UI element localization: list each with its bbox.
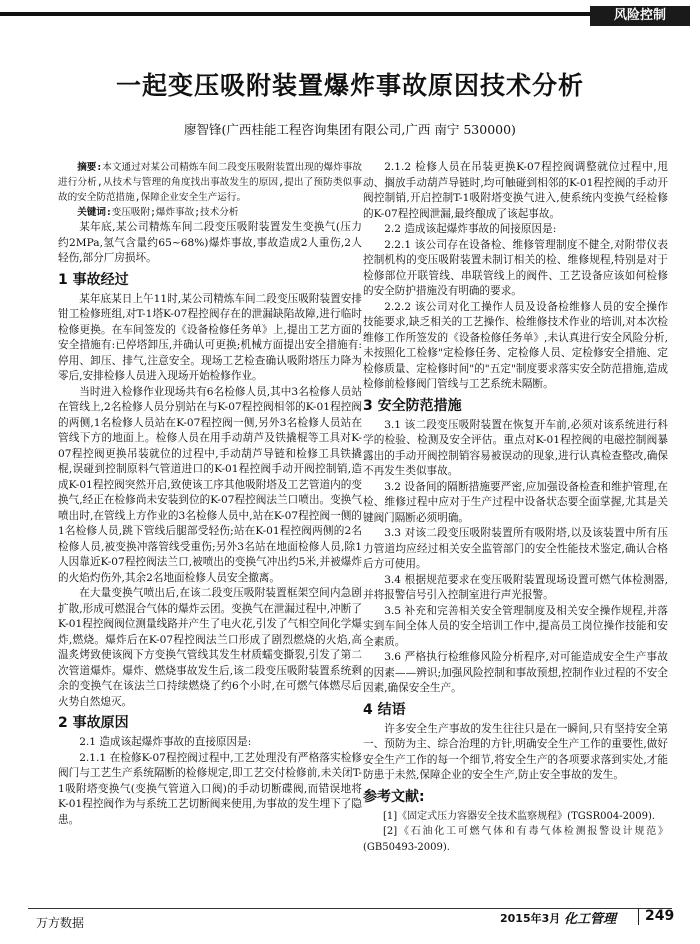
section-2-sub1: 2.1 造成该起爆炸事故的直接原因是: bbox=[79, 736, 252, 748]
abstract-label: 摘要: bbox=[77, 162, 103, 173]
section-1-para: 在大量变换气喷出后,在该二段变压吸附装置框架空间内急剧扩散,形成可燃混合气体的爆炸云团。变换气在泄漏过程中,冲断了K-01程控阀阀位测量线路并产生了电火花,引发了气相空间化学爆炸,燃烧。爆炸后在K-07程控阀法兰口形成了剧烈燃烧的火焰,高温炙烤致使该阀下方变换气管线其发生材质蠕变撕裂,引发了第二次管道爆炸。爆炸、燃烧事故发生后,该二段变压吸附装置系统剩余的变换气在该法兰口持续燃烧了约6个小时,在可燃气体燃尽后火势自然熄灭。 bbox=[58, 587, 362, 708]
section-2-para-212: 2.1.2 检修人员在吊装更换K-07程控阀调整就位过程中,甩动、搁放手动葫芦导链时,均可触碰到相邻的K-01程控阀的手动开阀控制销,开启控制T-1吸附塔变换气进入,使系统内变换气经检修的K-07程控阀泄漏,最终酿成了该起事故。 bbox=[363, 161, 668, 220]
reference-item: [2]《石油化工可燃气体和有毒气体检测报警设计规范》(GB50493-2009). bbox=[363, 826, 668, 853]
section-tag: 风险控制 bbox=[590, 6, 690, 26]
abstract bbox=[58, 160, 362, 205]
footer-journal: 化工管理 bbox=[564, 912, 617, 927]
section-2-para-221: 2.2.1 该公司存在设备检、维修管理制度不健全,对附带仪表控制机构的变压吸附装置未制订相关的检、维修规程,特别是对于检修部位开联管线、串联管线上的阀件、工艺设备应该如何检修的安全防护措施没有明确的要求。 bbox=[363, 238, 668, 297]
section-3-heading: 3 安全防范措施 bbox=[363, 397, 462, 414]
top-banner bbox=[0, 0, 700, 30]
references-heading: 参考文献: bbox=[363, 788, 425, 805]
page-number: 249 bbox=[645, 908, 675, 924]
section-1-para: 某年底某日上午11时,某公司精炼车间二段变压吸附装置安排钳工检修班组,对T-1塔K-07程控阀存在的泄漏缺陷故障,进行临时检修更换。在车间签发的《设备检修任务单》上,提出工艺方面的安全措施有:已停塔卸压,并确认可更换;机械方面提出安全措施有:停用、卸压、排气,注意安全。现场工艺检查确认吸附塔压力降为零后,安排检修人员进入现场开始检修作业。 bbox=[58, 292, 362, 382]
abstract-text: 本文通过对某公司精炼车间二段变压吸附装置出现的爆炸事故进行分析,从技术与管理的角度找出事故发生的原因,提出了预防类似事故的安全防范措施,保障企业安全生产运行。 bbox=[58, 162, 363, 203]
footer-date: 2015年3月 bbox=[500, 912, 561, 925]
left-column bbox=[58, 160, 362, 828]
section-4-para: 许多安全生产事故的发生往往只是在一瞬间,只有坚持安全第一、预防为主、综合治理的方针,明确安全生产工作的重要性,做好安全生产工作的每一个细节,将安全生产的各项要求落到实处,才能防患于未然,保障企业的安全生产,防止安全事故的发生。 bbox=[363, 722, 668, 781]
keywords bbox=[58, 205, 362, 220]
section-3-para: 3.1 该二段变压吸附装置在恢复开车前,必须对该系统进行科学的检验、检测及安全评估。重点对K-01程控阀的电磁控制阀暴露出的手动开阀控制销容易被误动的现象,进行认真检查整改,确保不再发生类似事故。 bbox=[363, 418, 668, 477]
section-3-para: 3.6 严格执行检维修风险分析程序,对可能造成安全生产事故的因素——辨识;加强风险控制和事故预想,控制作业过程的不安全因素,确保安全生产。 bbox=[363, 651, 668, 694]
section-3-para: 3.2 设备间的隔断措施要严密,应加强设备检查和维护管理,在检、维修过程中应对于生产过程中设备状态要全面掌握,尤其是关键阀门隔断必须明确。 bbox=[363, 480, 668, 524]
intro-paragraph: 某年底,某公司精炼车间二段变压吸附装置发生变换气(压力约2MPa,氢气含量约65~68%)爆炸事故,事故造成2人重伤,2人轻伤,部分厂房损坏。 bbox=[58, 221, 362, 264]
keywords-text: 变压吸附;爆炸事故;技术分析 bbox=[111, 207, 239, 218]
keywords-label: 关键词: bbox=[77, 207, 112, 218]
article-title: 一起变压吸附装置爆炸事故原因技术分析 bbox=[115, 71, 584, 100]
section-4-heading: 4 结语 bbox=[363, 701, 406, 718]
section-2-para-211: 2.1.1 在检修K-07程控阀过程中,工艺处理没有严格落实检修阀门与工艺生产系统隔断的检修规定,即工艺交付检修前,未关闭T-1吸附塔变换气(变换气管道入口阀)的手动切断碟阀,而错误地将K-01程控阀作为与系统工艺切断阀来使用,为事故的发生埋下了隐患。 bbox=[58, 751, 362, 826]
reference-item: [1]《固定式压力容器安全技术监察规程》(TGSR004-2009). bbox=[383, 810, 656, 822]
section-3-para: 3.5 补充和完善相关安全管理制度及相关安全操作规程,并落实到车间全体人员的安全培训工作中,提高员工岗位操作技能和安全素质。 bbox=[363, 604, 668, 648]
section-2-para-222: 2.2.2 该公司对化工操作人员及设备检维修人员的安全操作技能要求,缺乏相关的工艺操作、检维修技术作业的培训,对本次检维修工作所签发的《设备检修任务单》,未认真进行安全风险分析,未按照化工检修"定检修任务、定检修人员、定检修安全措施、定检修质量、定检修时间"的"五定"制度要求落实安全防范措施,造成检修前检修阀门管线与工艺系统未隔断。 bbox=[363, 300, 668, 390]
author-line: 廖智锋(广西桂能工程咨询集团有限公司,广西 南宁 530000) bbox=[184, 122, 516, 137]
section-1-heading: 1 事故经过 bbox=[58, 271, 129, 288]
top-rule bbox=[0, 12, 590, 16]
section-2-heading: 2 事故原因 bbox=[58, 715, 129, 731]
section-3-para: 3.3 对该二段变压吸附装置所有吸附塔,以及该装置中所有压力管道均应经过相关安全监管部门的安全性能技术鉴定,确认合格后方可使用。 bbox=[363, 527, 668, 570]
footer-separator bbox=[638, 908, 639, 925]
section-2-sub2: 2.2 造成该起爆炸事故的间接原因是: bbox=[384, 223, 557, 235]
right-column bbox=[363, 160, 668, 855]
footer-source: 万方数据 bbox=[36, 916, 85, 930]
section-1-para: 当时进入检修作业现场共有6名检修人员,其中3名检修人员站在管线上,2名检修人员分别站在与K-07程控阀相邻的K-01程控阀的两侧,1名检修人员站在K-07程控阀一侧,另外3名检修人员站在管线下方的地面上。检修人员在用手动葫芦及铁撬棍等工具对K-07程控阀更换吊装就位的过程中,手动葫芦导链和检修工具铁撬棍,误碰到控制原料气管道进口的K-01程控阀手动开阀控制销,造成K-01程控阀突然开启,致使该工序其他吸附塔及工艺管道内的变换气,经正在检修尚未安装到位的K-07程控阀法兰口喷出。变换气喷出时,在管线上方作业的3名检修人员中,站在K-07程控阀一侧的1名检修人员,跳下管线后腿部受轻伤;站在K-01程控阀两侧的2名检修人员,被变换冲落管线受重伤;另外3名站在地面检修人员,除1人因靠近K-07程控阀法兰口,被喷出的变换气冲出约5米,并被爆炸的火焰灼伤外,其余2名地面检修人员安全撤离。 bbox=[58, 385, 362, 584]
section-3-para: 3.4 根据规范要求在变压吸附装置现场设置可燃气体检测器,并将报警信号引入控制室进行声光报警。 bbox=[363, 573, 668, 601]
